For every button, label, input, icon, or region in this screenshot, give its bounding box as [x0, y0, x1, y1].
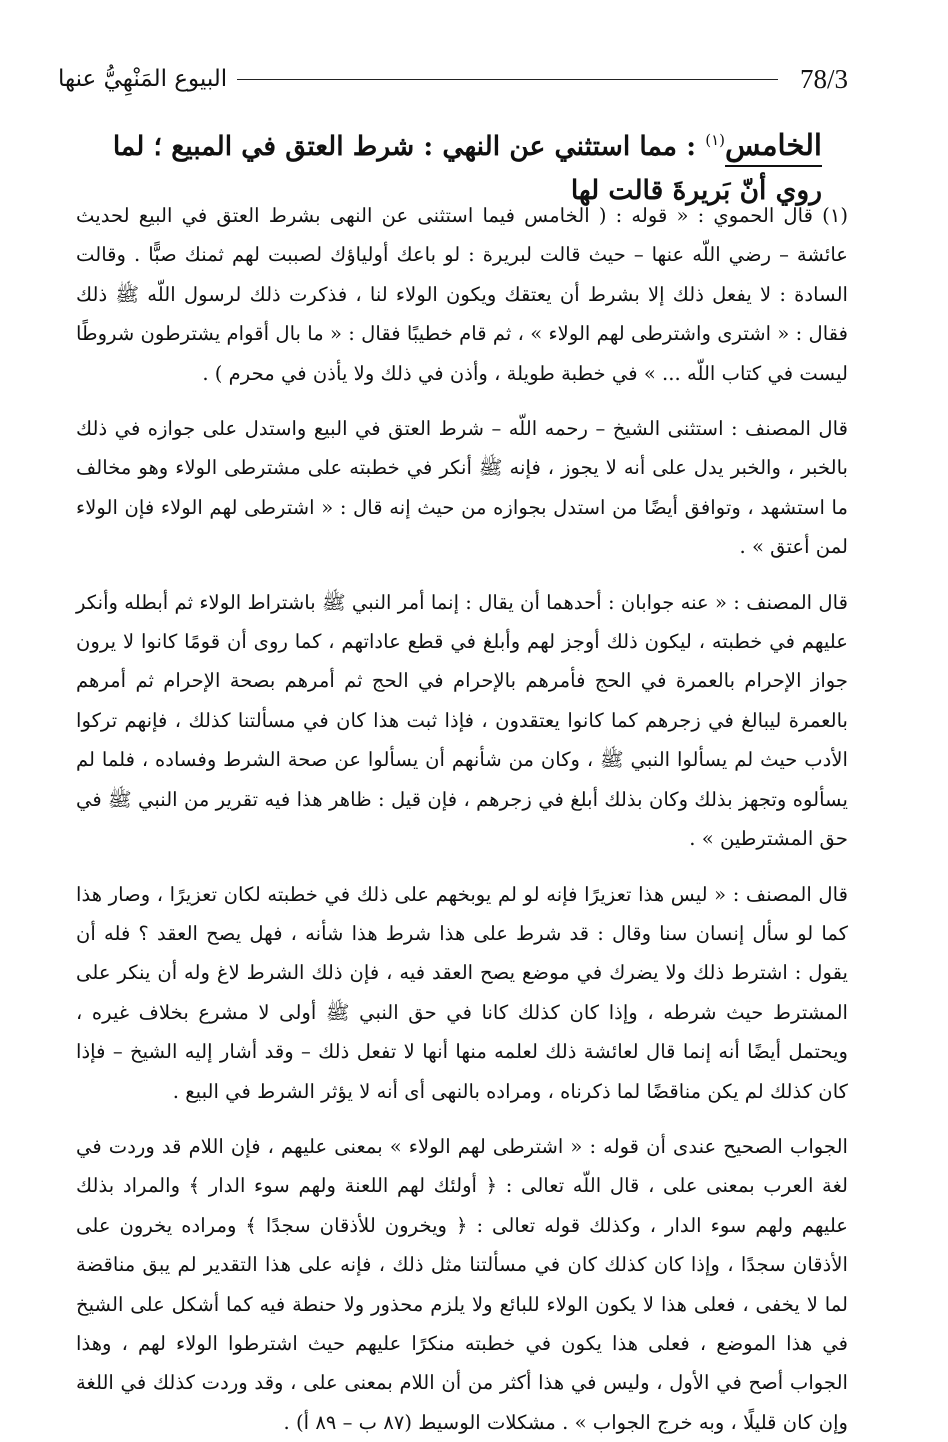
footnote-paragraph: الجواب الصحيح عندى أن قوله : « اشترطى لهم الولاء » بمعنى عليهم ، فإن اللام قد وردت في لغة العرب بمعنى على ، قال اللّه تعالى : ﴿ أولئك لهم اللعنة ولهم سوء الدار ﴾ والمراد بذلك عليهم ولهم سوء الدار ، وكذلك قوله تعالى : ﴿ ويخرون للأذقان سجدًا ﴾ ومراده يخرون على الأذقان سجدًا ، وإذا كان كذلك كان في مسألتنا مثل ذلك ، فإنه على هذا التقدير لم يبق مناقضة لما لا يخفى ، فعلى هذا لا يكون الولاء للبائع ولا يلزم محذور ولا حنطة فيه كما أشكل على الشيخ في هذا الموضع ، فعلى هذا يكون في خطبته منكرًا عليهم حيث اشترطوا الولاء لهم ، وهذا الجواب أصح في الأول ، وليس في هذا أكثر من أن اللام بمعنى على ، وقد وردت كذلك في اللغة وإن كان قليلًا ، وبه خرج الجواب » . مشكلات الوسيط (٨٧ ب – ٨٩ أ) .	[76, 1134, 848, 1434]
footnotes	[76, 196, 848, 1442]
footnote-paragraph: قال المصنف : « عنه جوابان : أحدهما أن يقال : إنما أمر النبي ﷺ باشتراط الولاء ثم أبطله وأنكر عليهم في خطبته ، ليكون ذلك أوجز لهم وأبلغ في قطع عاداتهم ، كما روى أن قومًا كانوا لا يرون جواز الإحرام بالعمرة في الحج فأمرهم بالإحرام في الحج ثم أمرهم بصحة الإحرام ثم أمرهم بالعمرة ليبالغ في زجرهم كما كانوا يعتقدون ، فإذا ثبت هذا كان في مسألتنا كذلك ، فإنهم تركوا الأدب حيث لم يسألوا النبي ﷺ ، وكان من شأنهم أن يسألوا عن صحة الشرط وفساده ، فلما لم يسألوه وتجهز بذلك وكان بذلك أبلغ في زجرهم ، فإن قيل : ظاهر هذا فيه تقرير من النبي ﷺ في حق المشترطين » .	[76, 590, 848, 851]
main-text-body: : مما استثني عن النهي : شرط العتق في المبيع ؛ لما روي أنّ بَريرةَ قالت لها	[112, 130, 822, 206]
page-number: 78/3	[799, 63, 848, 94]
page-header	[58, 62, 848, 96]
footnote-paragraph: قال المصنف : استثنى الشيخ – رحمه اللّه – شرط العتق في البيع واستدل على جوازه في ذلك بالخبر ، والخبر يدل على أنه لا يجوز ، فإنه ﷺ أنكر في خطبته على مشترطى الولاء وهو مخالف ما استشهد ، وتوافق أيضًا من استدل بجوازه من حيث إنه قال : « اشترطى لهم الولاء فإن الولاء لمن أعتق » .	[76, 417, 848, 559]
section-heading-word: الخامس	[725, 127, 822, 162]
footnote-ref: (١)	[705, 131, 726, 149]
running-title: البيوع المَنْهِيُّ عنها	[58, 66, 228, 92]
footnote-paragraph: (١) قال الحموي : « قوله : ( الخامس فيما استثنى عن النهى بشرط العتق في البيع لحديث عائشة – رضي اللّه عنها – حيث قالت لبريرة : لو باعك أولياؤك لصببت لهم ثمنك صبًّا . وقالت السادة : لا يفعل ذلك إلا بشرط أن يعتقك ويكون الولاء لنا ، فذكرت ذلك لرسول اللّه ﷺ ذلك فقال : « اشترى واشترطى لهم الولاء » ، ثم قام خطيبًا فقال : « ما بال أقوام يشترطون شروطًا ليست في كتاب اللّه ... » في خطبة طويلة ، وأذن في ذلك ولا يأذن في محرم ) .	[76, 204, 848, 385]
footnote-paragraph: قال المصنف : « ليس هذا تعزيرًا فإنه لو لم يوبخهم على ذلك في خطبته لكان تعزيرًا ، وصار هذا كما لو سأل إنسان سنا وقال : قد شرط على هذا شرط هذا شأنه ، فهل يصح العقد ؟ فله أن يقول : اشترط ذلك ولا يضرك في موضع يصح العقد فيه ، فإن ذلك الشرط لاغ وله أن ينكر على المشترط حيث شرطه ، وإذا كان كذلك كانا في حق النبي ﷺ أولى لا مشرع بخلاف غيره ، ويحتمل أيضًا أنه إنما قال لعائشة ذلك لعلمه منها أنها لا تفعل ذلك – وقد أشار إليه الشيخ – فإذا كان كذلك لم يكن مناقضًا لما ذكرناه ، ومراده بالنهى أى أنه لا يؤثر الشرط في البيع .	[76, 882, 848, 1103]
header-rule	[237, 79, 778, 80]
